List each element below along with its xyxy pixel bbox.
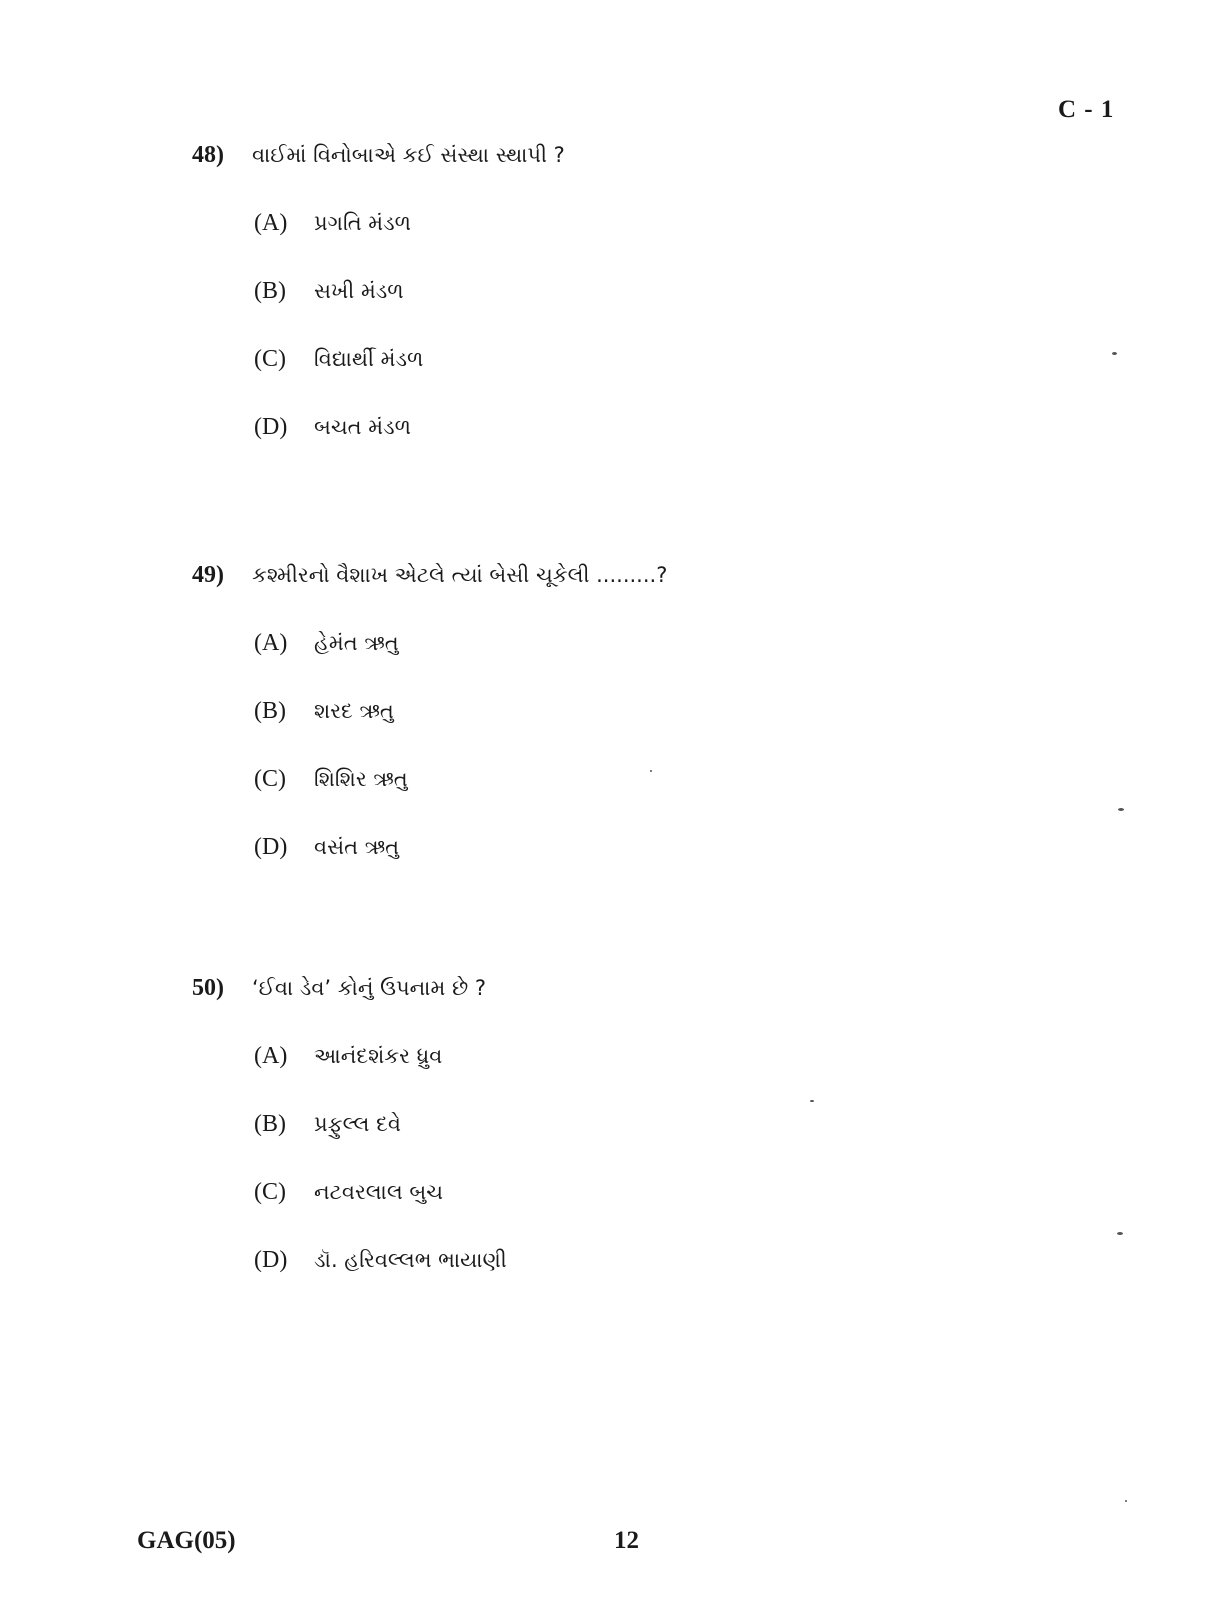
scan-speck (1118, 808, 1124, 811)
question-48 (192, 142, 1092, 482)
scan-speck (810, 1100, 814, 1102)
option-text: નટવરલાલ બુચ (314, 1180, 444, 1204)
option-letter: (B) (254, 698, 286, 724)
option-letter: (D) (254, 414, 288, 440)
option-letter: (B) (254, 1111, 286, 1137)
footer-code: GAG(05) (137, 1527, 236, 1554)
option-text: વિદ્યાર્થી મંડળ (314, 347, 424, 371)
scan-speck (1125, 1500, 1127, 1502)
option-letter: (B) (254, 278, 286, 304)
option-a (254, 210, 1092, 278)
option-d (254, 414, 1092, 482)
options-list (192, 630, 1092, 902)
option-c (254, 346, 1092, 414)
option-b (254, 1111, 1092, 1179)
option-b (254, 278, 1092, 346)
scan-speck (1117, 1232, 1123, 1235)
question-number: 49) (192, 562, 224, 588)
question-number: 48) (192, 142, 224, 168)
option-letter: (A) (254, 210, 288, 236)
question-stem (192, 142, 1092, 182)
option-text: વસંત ઋતુ (314, 835, 400, 859)
option-a (254, 630, 1092, 698)
scan-speck (1112, 352, 1117, 355)
option-text: આનંદશંકર ધ્રુવ (314, 1044, 443, 1068)
scan-speck (650, 770, 652, 772)
option-d (254, 1247, 1092, 1315)
option-d (254, 834, 1092, 902)
option-letter: (C) (254, 766, 286, 792)
option-text: બચત મંડળ (314, 415, 411, 439)
question-stem (192, 975, 1092, 1015)
option-b (254, 698, 1092, 766)
option-c (254, 1179, 1092, 1247)
option-letter: (D) (254, 834, 288, 860)
question-text: ‘ઈવા ડેવ’ કોનું ઉપનામ છે ? (252, 976, 486, 1000)
question-stem (192, 562, 1092, 602)
page-code: C - 1 (1058, 96, 1115, 123)
option-text: ડૉ. હરિવલ્લભ ભાયાણી (314, 1248, 507, 1272)
option-text: શિશિર ઋતુ (314, 767, 408, 791)
question-text: કશ્મીરનો વૈશાખ એટલે ત્યાં બેસી ચૂકેલી .........? (252, 563, 668, 587)
option-letter: (C) (254, 346, 286, 372)
question-50 (192, 975, 1092, 1315)
option-letter: (A) (254, 1043, 288, 1069)
options-list (192, 1043, 1092, 1315)
option-letter: (A) (254, 630, 288, 656)
option-c (254, 766, 1092, 834)
question-49 (192, 562, 1092, 902)
option-letter: (C) (254, 1179, 286, 1205)
option-text: સખી મંડળ (314, 279, 404, 303)
question-number: 50) (192, 975, 224, 1001)
option-text: પ્રગતિ મંડળ (314, 211, 412, 235)
options-list (192, 210, 1092, 482)
option-a (254, 1043, 1092, 1111)
page-number: 12 (614, 1527, 639, 1554)
option-text: પ્રફુલ્લ દવે (314, 1112, 401, 1136)
question-text: વાઈમાં વિનોબાએ કઈ સંસ્થા સ્થાપી ? (252, 143, 565, 167)
option-text: હેમંત ઋતુ (314, 631, 399, 655)
option-letter: (D) (254, 1247, 288, 1273)
option-text: શરદ ઋતુ (314, 699, 394, 723)
